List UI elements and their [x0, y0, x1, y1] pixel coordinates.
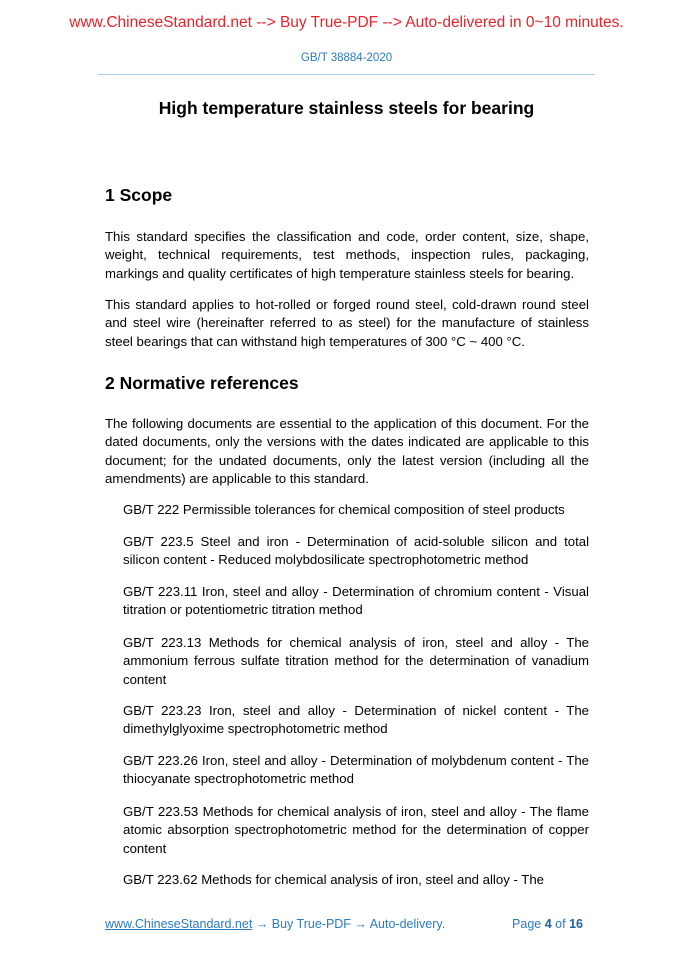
reference-item: GB/T 223.53 Methods for chemical analysis of iron, steel and alloy - The flame atomic absorption spectrophotometric method for the determination of copper content	[123, 804, 589, 856]
footer-text: → Buy True-PDF → Auto-delivery.	[252, 917, 446, 931]
scope-paragraph: This standard applies to hot-rolled or forged round steel, cold-drawn round steel and steel wire (hereinafter referred to as steel) for the manufacture of stainless steel bearings that can withstand high temperatures of 300 °C ~ 400 °C.	[105, 297, 589, 349]
page-footer	[105, 917, 589, 931]
reference-item: GB/T 223.23 Iron, steel and alloy - Determination of nickel content - The dimethylglyoxime spectrophotometric method	[123, 703, 589, 737]
reference-item: GB/T 223.26 Iron, steel and alloy - Determination of molybdenum content - The thiocyanate spectrophotometric method	[123, 753, 589, 787]
promo-banner[interactable]: www.ChineseStandard.net --> Buy True-PDF --> Auto-delivered in 0~10 minutes.	[69, 14, 624, 31]
section-heading-normative-references: 2 Normative references	[105, 373, 299, 393]
standard-code: GB/T 38884-2020	[300, 52, 393, 64]
page-total: 16	[569, 917, 583, 931]
page-current: 4	[544, 917, 552, 931]
reference-item: GB/T 222 Permissible tolerances for chemical composition of steel products	[123, 502, 565, 517]
scope-paragraph: This standard specifies the classification and code, order content, size, shape, weight, technical requirements, test methods, inspection rules, packaging, markings and quality certificates of high temperature stainless steels for bearing.	[105, 229, 589, 281]
page-indicator	[512, 917, 583, 931]
page-of: of	[555, 917, 566, 931]
document-title: High temperature stainless steels for bearing	[158, 98, 535, 118]
reference-item: GB/T 223.13 Methods for chemical analysis of iron, steel and alloy - The ammonium ferrous sulfate titration method for the determination of vanadium content	[123, 635, 589, 687]
header-divider	[98, 74, 595, 75]
reference-item: GB/T 223.62 Methods for chemical analysis of iron, steel and alloy - The	[123, 872, 544, 887]
reference-item: GB/T 223.5 Steel and iron - Determination of acid-soluble silicon and total silicon content - Reduced molybdosilicate spectrophotometric method	[123, 534, 589, 568]
section-heading-scope: 1 Scope	[105, 185, 173, 205]
reference-item: GB/T 223.11 Iron, steel and alloy - Determination of chromium content - Visual titration or potentiometric titration method	[123, 584, 589, 618]
page-label: Page	[512, 917, 542, 931]
references-intro: The following documents are essential to the application of this document. For the dated documents, only the versions with the dates indicated are applicable to this document; for the undated documents, only the latest version (including all the amendments) are applicable to this standard.	[105, 416, 589, 486]
footer-link[interactable]: www.ChineseStandard.net	[105, 917, 253, 931]
